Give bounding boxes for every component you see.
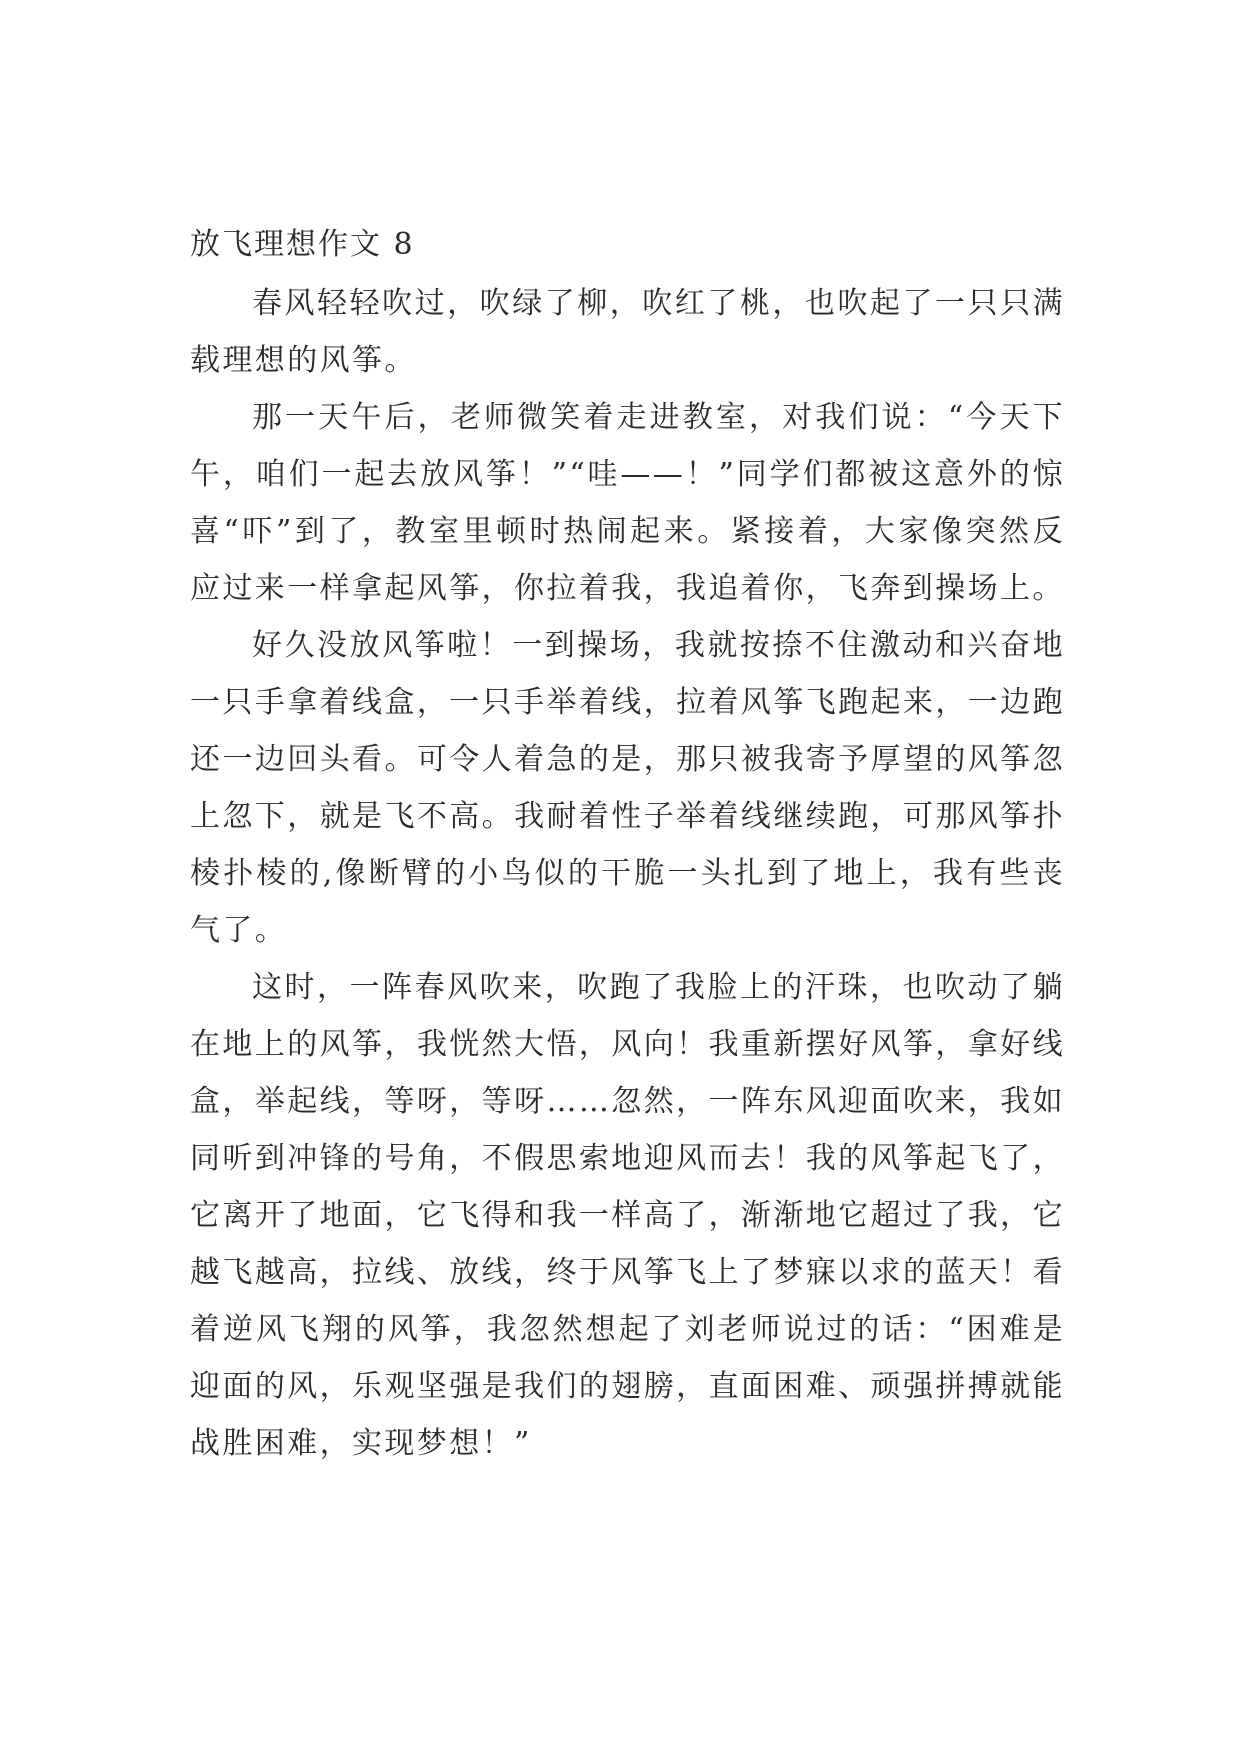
paragraph: 好久没放风筝啦！一到操场，我就按捺不住激动和兴奋地一只手拿着线盒，一只手举着线，拉着风筝飞跑起来，一边跑还一边回头看。可令人着急的是，那只被我寄予厚望的风筝忽上忽下，就是飞不高。我耐着性子举着线继续跑，可那风筝扑棱扑棱的,像断臂的小鸟似的干脆一头扎到了地上，我有些丧气了。	[190, 628, 1065, 948]
document-body	[190, 223, 1065, 1472]
document-title: 放飞理想作文 8	[190, 227, 415, 262]
paragraph: 这时，一阵春风吹来，吹跑了我脸上的汗珠，也吹动了躺在地上的风筝，我恍然大悟，风向！我重新摆好风筝，拿好线盒，举起线，等呀，等呀……忽然，一阵东风迎面吹来，我如同听到冲锋的号角，不假思索地迎风而去！我的风筝起飞了，它离开了地面，它飞得和我一样高了，渐渐地它超过了我，它越飞越高，拉线、放线，终于风筝飞上了梦寐以求的蓝天！看着逆风飞翔的风筝，我忽然想起了刘老师说过的话：“困难是迎面的风，乐观坚强是我们的翅膀，直面困难、顽强拼搏就能战胜困难，实现梦想！”	[190, 970, 1065, 1461]
paragraph: 春风轻轻吹过，吹绿了柳，吹红了桃，也吹起了一只只满载理想的风筝。	[190, 286, 1065, 378]
paragraph: 那一天午后，老师微笑着走进教室，对我们说：“今天下午，咱们一起去放风筝！”“哇——！”同学们都被这意外的惊喜“吓”到了，教室里顿时热闹起来。紧接着，大家像突然反应过来一样拿起风筝，你拉着我，我追着你，飞奔到操场上。	[190, 400, 1065, 606]
